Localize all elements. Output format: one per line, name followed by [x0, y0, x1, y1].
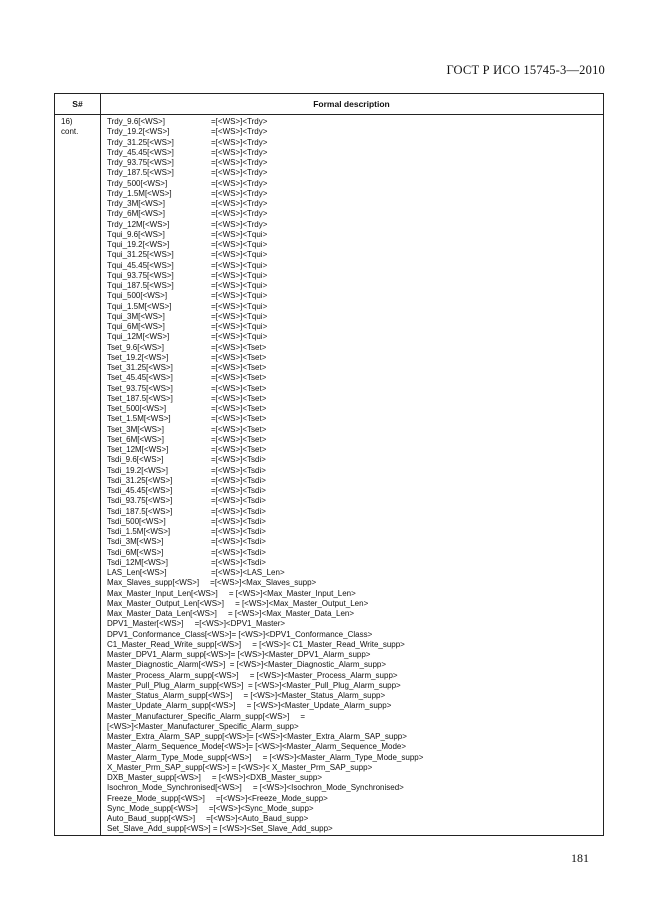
- definition-value: =[<WS>]<Tsdi>: [211, 557, 266, 567]
- definition-term: Trdy_31.25[<WS>]: [107, 137, 174, 147]
- definition-value: =[<WS>]<Tset>: [211, 445, 267, 454]
- definition-line: [107, 240, 423, 250]
- definition-value: =[<WS>]<LAS_Len>: [211, 568, 285, 577]
- definition-value: =[<WS>]<Tsdi>: [211, 527, 266, 536]
- definition-term: Tset_500[<WS>]: [107, 404, 167, 413]
- definition-line: [107, 568, 423, 578]
- definition-text: Master_Manufacturer_Specific_Alarm_supp[<WS>] =: [107, 711, 306, 721]
- definition-line: [107, 537, 423, 547]
- definition-text: DPV1_Conformance_Class[<WS>]= [<WS>]<DPV1_Conformance_Class>: [107, 629, 373, 639]
- definition-line: [107, 486, 423, 496]
- definition-line: [107, 630, 423, 640]
- definition-value: =[<WS>]<Trdy>: [211, 178, 268, 188]
- definition-value: =[<WS>]<Tqui>: [211, 311, 268, 321]
- definition-line: [107, 189, 423, 199]
- definition-text: Master_Status_Alarm_supp[<WS>] = [<WS>]<Master_Status_Alarm_supp>: [107, 691, 386, 700]
- definition-text: [<WS>]<Master_Manufacturer_Specific_Alarm_supp>: [107, 721, 299, 731]
- definition-value: =[<WS>]<Tsdi>: [211, 516, 266, 526]
- definition-text: Auto_Baud_supp[<WS>] =[<WS>]<Auto_Baud_supp>: [107, 814, 309, 823]
- definition-text: DPV1_Master[<WS>] =[<WS>]<DPV1_Master>: [107, 619, 286, 629]
- definition-term: Tsdi_1.5M[<WS>]: [107, 527, 171, 536]
- definition-term: Trdy_187.5[<WS>]: [107, 168, 174, 178]
- definition-term: Tset_3M[<WS>]: [107, 424, 164, 434]
- definition-line: [107, 824, 423, 834]
- definition-line: [107, 712, 423, 722]
- definition-value: =[<WS>]<Trdy>: [211, 168, 268, 178]
- definition-value: =[<WS>]<Tqui>: [211, 332, 268, 342]
- definition-text: Isochron_Mode_Synchronised[<WS>] = [<WS>]<Isochron_Mode_Synchronised>: [107, 783, 404, 793]
- definition-line: [107, 332, 423, 342]
- definition-value: =[<WS>]<Trdy>: [211, 137, 268, 147]
- definition-text: X_Master_Prm_SAP_supp[<WS>] = [<WS>]< X_Master_Prm_SAP_supp>: [107, 762, 373, 772]
- definition-line: [107, 691, 423, 701]
- definition-line: [107, 660, 423, 670]
- definition-line: [107, 517, 423, 527]
- definition-term: Tqui_500[<WS>]: [107, 291, 168, 301]
- definition-line: [107, 589, 423, 599]
- definition-value: =[<WS>]<Tset>: [211, 424, 267, 434]
- definition-term: Tsdi_12M[<WS>]: [107, 557, 168, 567]
- definition-line: [107, 312, 423, 322]
- definition-line: [107, 742, 423, 752]
- definition-term: Trdy_9.6[<WS>]: [107, 117, 165, 126]
- definition-line: [107, 466, 423, 476]
- definition-line: [107, 373, 423, 383]
- definition-line: [107, 138, 423, 148]
- definition-term: Tset_19.2[<WS>]: [107, 352, 169, 362]
- definition-value: =[<WS>]<Trdy>: [211, 147, 268, 157]
- definition-term: Tqui_45.45[<WS>]: [107, 260, 174, 270]
- definition-term: Tset_12M[<WS>]: [107, 445, 169, 454]
- definition-line: [107, 384, 423, 394]
- definition-value: =[<WS>]<Tsdi>: [211, 475, 266, 485]
- definition-term: Tset_1.5M[<WS>]: [107, 414, 171, 424]
- definition-term: Tqui_93.75[<WS>]: [107, 270, 174, 280]
- formal-description-table: [54, 93, 604, 836]
- definition-value: =[<WS>]<Tset>: [211, 373, 267, 383]
- definition-line: [107, 281, 423, 291]
- definition-text: Master_Alarm_Type_Mode_supp[<WS>] = [<WS>]<Master_Alarm_Type_Mode_supp>: [107, 752, 424, 762]
- definition-term: Tsdi_9.6[<WS>]: [107, 455, 164, 465]
- definition-term: Tsdi_6M[<WS>]: [107, 547, 164, 557]
- definition-text: Master_Extra_Alarm_SAP_supp[<WS>]= [<WS>]<Master_Extra_Alarm_SAP_supp>: [107, 732, 407, 741]
- definition-term: Tset_187.5[<WS>]: [107, 393, 173, 403]
- definition-value: =[<WS>]<Tqui>: [211, 270, 268, 280]
- definition-value: =[<WS>]<Tqui>: [211, 260, 268, 270]
- page-number: 181: [571, 851, 589, 865]
- definition-term: Tsdi_19.2[<WS>]: [107, 465, 168, 475]
- table-header: [55, 94, 603, 115]
- definition-line: [107, 261, 423, 271]
- definition-term: Trdy_1.5M[<WS>]: [107, 188, 172, 198]
- definition-term: Tsdi_93.75[<WS>]: [107, 496, 173, 506]
- definition-value: =[<WS>]<Tqui>: [211, 291, 268, 301]
- definition-line: [107, 763, 423, 773]
- definition-line: [107, 230, 423, 240]
- definition-text: C1_Master_Read_Write_supp[<WS>] = [<WS>]< C1_Master_Read_Write_supp>: [107, 639, 405, 649]
- definition-term: Trdy_93.75[<WS>]: [107, 158, 174, 167]
- definition-value: =[<WS>]<Trdy>: [211, 158, 268, 167]
- definition-value: =[<WS>]<Tset>: [211, 363, 267, 372]
- definition-term: Tset_45.45[<WS>]: [107, 373, 173, 383]
- definition-value: =[<WS>]<Tset>: [211, 342, 267, 352]
- definition-line: [107, 148, 423, 158]
- definition-line: [107, 168, 423, 178]
- definition-value: =[<WS>]<Tsdi>: [211, 486, 266, 495]
- column-header-formal-description: Formal description: [313, 99, 390, 109]
- definition-text: Max_Slaves_supp[<WS>] =[<WS>]<Max_Slaves_supp>: [107, 578, 317, 588]
- definition-text: DXB_Master_supp[<WS>] = [<WS>]<DXB_Master_supp>: [107, 773, 322, 782]
- definition-line: [107, 127, 423, 137]
- definition-line: [107, 455, 423, 465]
- definition-line: [107, 527, 423, 537]
- definition-line: [107, 496, 423, 506]
- definition-text: Max_Master_Input_Len[<WS>] = [<WS>]<Max_Master_Input_Len>: [107, 588, 356, 598]
- definition-value: =[<WS>]<Tqui>: [211, 229, 268, 239]
- column-divider: [100, 114, 101, 835]
- definition-line: [107, 322, 423, 332]
- definition-line: [107, 753, 423, 763]
- definition-line: [107, 425, 423, 435]
- definition-value: =[<WS>]<Tqui>: [211, 250, 268, 260]
- definition-value: =[<WS>]<Tset>: [211, 404, 267, 413]
- definition-text: Max_Master_Data_Len[<WS>] = [<WS>]<Max_Master_Data_Len>: [107, 609, 355, 618]
- definition-text: Master_Process_Alarm_supp[<WS>] = [<WS>]<Master_Process_Alarm_supp>: [107, 670, 398, 680]
- definition-line: [107, 599, 423, 609]
- definition-line: [107, 250, 423, 260]
- definition-term: Tqui_19.2[<WS>]: [107, 240, 170, 249]
- definition-line: [107, 414, 423, 424]
- definition-term: Tqui_31.25[<WS>]: [107, 250, 174, 260]
- definition-line: [107, 363, 423, 373]
- definition-line: [107, 343, 423, 353]
- definition-term: Trdy_500[<WS>]: [107, 178, 168, 188]
- definition-line: [107, 681, 423, 691]
- definition-line: [107, 404, 423, 414]
- column-header-snum: S#: [55, 94, 101, 114]
- row-continued: cont.: [61, 127, 79, 137]
- definition-value: =[<WS>]<Tset>: [211, 414, 267, 424]
- definition-line: [107, 814, 423, 824]
- definition-line: [107, 271, 423, 281]
- definition-value: =[<WS>]<Tqui>: [211, 322, 268, 331]
- formal-description-lines: [107, 117, 423, 835]
- definition-line: [107, 435, 423, 445]
- definition-term: Tqui_3M[<WS>]: [107, 311, 165, 321]
- definition-term: Tsdi_45.45[<WS>]: [107, 486, 173, 495]
- definition-term: LAS_Len[<WS>]: [107, 568, 167, 577]
- definition-term: Tsdi_3M[<WS>]: [107, 537, 164, 547]
- definition-term: Tqui_187.5[<WS>]: [107, 281, 174, 290]
- definition-term: Tset_9.6[<WS>]: [107, 342, 164, 352]
- definition-value: =[<WS>]<Tsdi>: [211, 465, 266, 475]
- definition-term: Trdy_3M[<WS>]: [107, 199, 165, 208]
- definition-value: =[<WS>]<Trdy>: [211, 209, 268, 219]
- definition-term: Tsdi_31.25[<WS>]: [107, 475, 173, 485]
- definition-text: Master_Alarm_Sequence_Mode[<WS>]= [<WS>]<Master_Alarm_Sequence_Mode>: [107, 742, 407, 752]
- definition-line: [107, 609, 423, 619]
- definition-line: [107, 773, 423, 783]
- definition-value: =[<WS>]<Tqui>: [211, 281, 268, 290]
- definition-value: =[<WS>]<Trdy>: [211, 199, 268, 208]
- definition-text: Master_Update_Alarm_supp[<WS>] = [<WS>]<Master_Update_Alarm_supp>: [107, 701, 392, 711]
- definition-text: Freeze_Mode_supp[<WS>] =[<WS>]<Freeze_Mode_supp>: [107, 793, 328, 803]
- definition-text: Master_Diagnostic_Alarm[<WS>] = [<WS>]<Master_Diagnostic_Alarm_supp>: [107, 660, 387, 670]
- definition-line: [107, 578, 423, 588]
- definition-term: Tset_93.75[<WS>]: [107, 383, 173, 393]
- definition-term: Tset_6M[<WS>]: [107, 434, 164, 444]
- definition-line: [107, 209, 423, 219]
- row-number: 16): [61, 117, 73, 126]
- definition-line: [107, 117, 423, 127]
- definition-value: =[<WS>]<Tset>: [211, 383, 267, 393]
- definition-line: [107, 640, 423, 650]
- definition-line: [107, 394, 423, 404]
- definition-value: =[<WS>]<Tsdi>: [211, 506, 266, 516]
- definition-line: [107, 701, 423, 711]
- definition-value: =[<WS>]<Tqui>: [211, 240, 268, 249]
- definition-value: =[<WS>]<Tsdi>: [211, 547, 266, 557]
- definition-text: Max_Master_Output_Len[<WS>] = [<WS>]<Max_Master_Output_Len>: [107, 598, 369, 608]
- page-header-standard: ГОСТ Р ИСО 15745-3—2010: [446, 63, 605, 77]
- definition-text: Sync_Mode_supp[<WS>] =[<WS>]<Sync_Mode_supp>: [107, 803, 314, 813]
- definition-term: Tsdi_500[<WS>]: [107, 516, 166, 526]
- definition-line: [107, 619, 423, 629]
- definition-line: [107, 650, 423, 660]
- definition-line: [107, 783, 423, 793]
- definition-term: Tqui_9.6[<WS>]: [107, 229, 165, 239]
- definition-line: [107, 507, 423, 517]
- definition-term: Trdy_12M[<WS>]: [107, 219, 170, 229]
- definition-line: [107, 158, 423, 168]
- definition-line: [107, 671, 423, 681]
- definition-value: =[<WS>]<Tsdi>: [211, 537, 266, 547]
- definition-text: Master_Pull_Plug_Alarm_supp[<WS>] = [<WS>]<Master_Pull_Plug_Alarm_supp>: [107, 680, 401, 690]
- definition-line: [107, 732, 423, 742]
- definition-line: [107, 794, 423, 804]
- row-label: [61, 117, 78, 138]
- definition-line: [107, 804, 423, 814]
- definition-value: =[<WS>]<Trdy>: [211, 117, 268, 126]
- definition-value: =[<WS>]<Tqui>: [211, 301, 268, 311]
- definition-line: [107, 291, 423, 301]
- definition-line: [107, 445, 423, 455]
- definition-term: Tqui_12M[<WS>]: [107, 332, 170, 342]
- definition-value: =[<WS>]<Tset>: [211, 393, 267, 403]
- definition-line: [107, 722, 423, 732]
- definition-term: Tqui_6M[<WS>]: [107, 322, 165, 331]
- definition-value: =[<WS>]<Tset>: [211, 434, 267, 444]
- definition-text: Set_Slave_Add_supp[<WS>] = [<WS>]<Set_Slave_Add_supp>: [107, 824, 333, 834]
- definition-term: Trdy_19.2[<WS>]: [107, 127, 170, 137]
- definition-line: [107, 199, 423, 209]
- definition-value: =[<WS>]<Tsdi>: [211, 496, 266, 506]
- definition-line: [107, 302, 423, 312]
- definition-value: =[<WS>]<Trdy>: [211, 127, 268, 137]
- definition-term: Tsdi_187.5[<WS>]: [107, 506, 173, 516]
- definition-line: [107, 220, 423, 230]
- definition-line: [107, 476, 423, 486]
- definition-value: =[<WS>]<Tset>: [211, 352, 267, 362]
- definition-line: [107, 558, 423, 568]
- definition-line: [107, 179, 423, 189]
- definition-line: [107, 548, 423, 558]
- definition-value: =[<WS>]<Tsdi>: [211, 455, 266, 465]
- definition-term: Trdy_6M[<WS>]: [107, 209, 165, 219]
- definition-text: Master_DPV1_Alarm_supp[<WS>]= [<WS>]<Master_DPV1_Alarm_supp>: [107, 650, 371, 659]
- definition-line: [107, 353, 423, 363]
- definition-value: =[<WS>]<Trdy>: [211, 219, 268, 229]
- definition-term: Trdy_45.45[<WS>]: [107, 147, 174, 157]
- definition-term: Tqui_1.5M[<WS>]: [107, 301, 172, 311]
- definition-term: Tset_31.25[<WS>]: [107, 363, 173, 372]
- definition-value: =[<WS>]<Trdy>: [211, 188, 268, 198]
